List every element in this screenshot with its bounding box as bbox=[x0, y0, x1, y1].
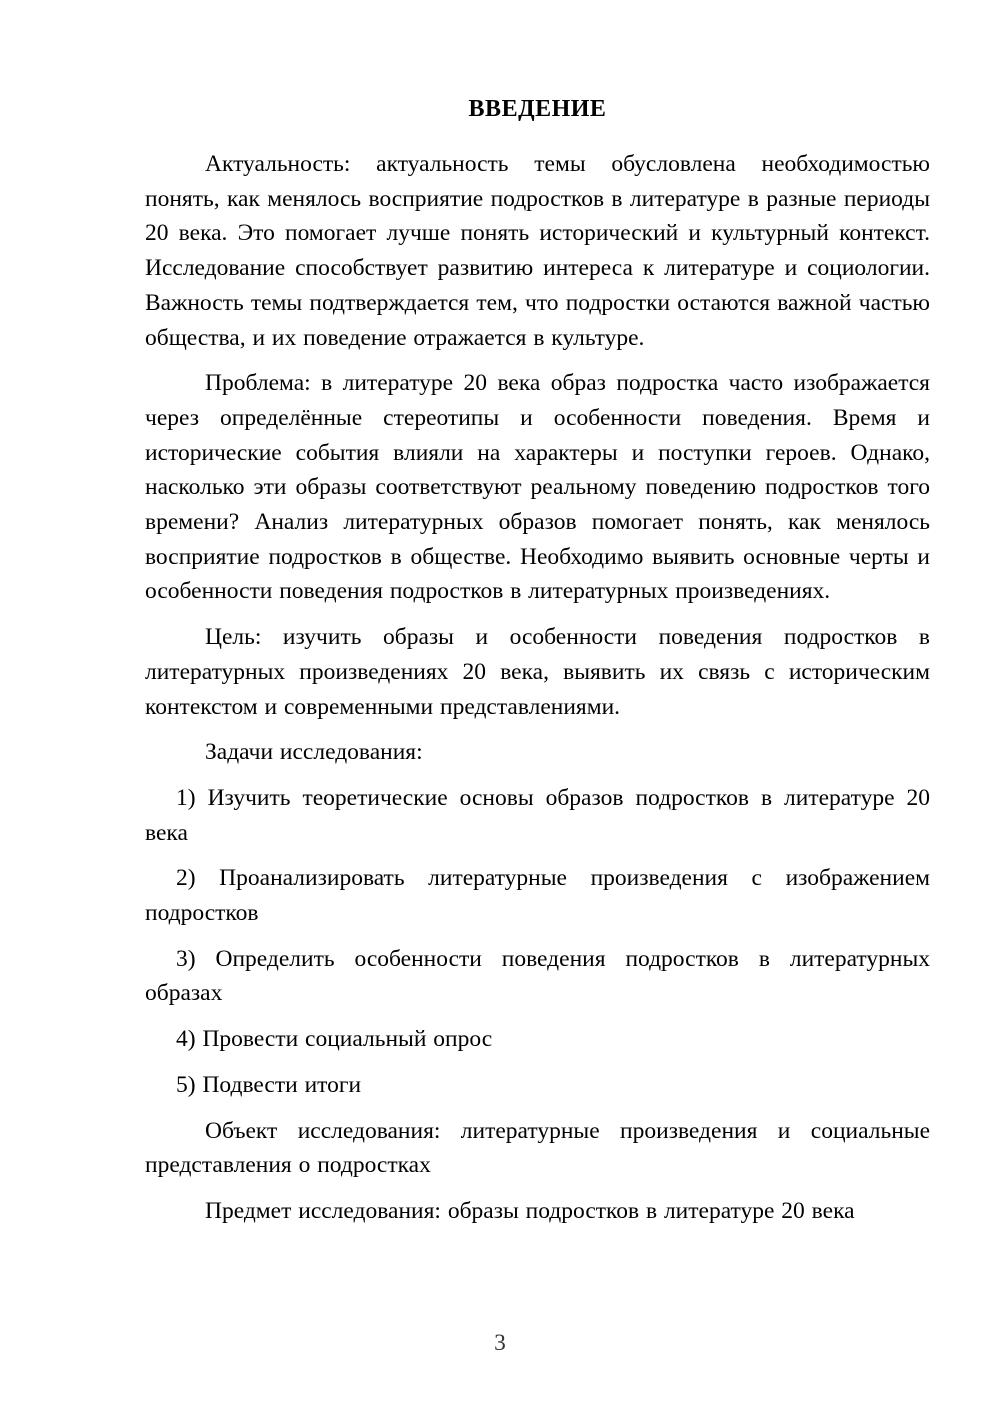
task-item-3: 3) Определить особенности поведения подростков в литературных образах bbox=[145, 945, 930, 1007]
page-number: 3 bbox=[494, 1330, 506, 1356]
paragraph-subject: Предмет исследования: образы подростков в литературе 20 века bbox=[205, 1197, 855, 1224]
task-item-5: 5) Подвести итоги bbox=[176, 1071, 362, 1098]
task-item-2: 2) Проанализировать литературные произведения с изображением подростков bbox=[145, 865, 930, 927]
document-text-area bbox=[145, 92, 930, 1240]
paragraph-problem: Проблема: в литературе 20 века образ подростка часто изображается через определённые стереотипы и особенности поведения. Время и исторические события влияли на характеры и поступки героев. Однако, насколько эти образы соответствуют реальному поведению подростков того времени? Анализ литературных образов помогает понять, как менялось восприятие подростков в обществе. Необходимо выявить основные черты и особенности поведения подростков в литературных произведениях. bbox=[145, 370, 930, 605]
task-item-1: 1) Изучить теоретические основы образов подростков в литературе 20 века bbox=[145, 784, 930, 846]
paragraph-actuality: Актуальность: актуальность темы обусловлена необходимостью понять, как менялось восприятие подростков в литературе в разные периоды 20 века. Это помогает лучше понять исторический и культурный контекст. Исследование способствует развитию интереса к литературе и социологии. Важность темы подтверждается тем, что подростки остаются важной частью общества, и их поведение отражается в культуре. bbox=[145, 151, 930, 351]
page-title: ВВЕДЕНИЕ bbox=[468, 96, 607, 122]
task-item-4: 4) Провести социальный опрос bbox=[176, 1026, 493, 1053]
paragraph-goal: Цель: изучить образы и особенности поведения подростков в литературных произведениях 20 века, выявить их связь с историческим контекстом и современными представлениями. bbox=[145, 624, 930, 720]
paragraph-object: Объект исследования: литературные произведения и социальные представления о подростках bbox=[145, 1117, 930, 1179]
tasks-heading: Задачи исследования: bbox=[205, 739, 423, 766]
